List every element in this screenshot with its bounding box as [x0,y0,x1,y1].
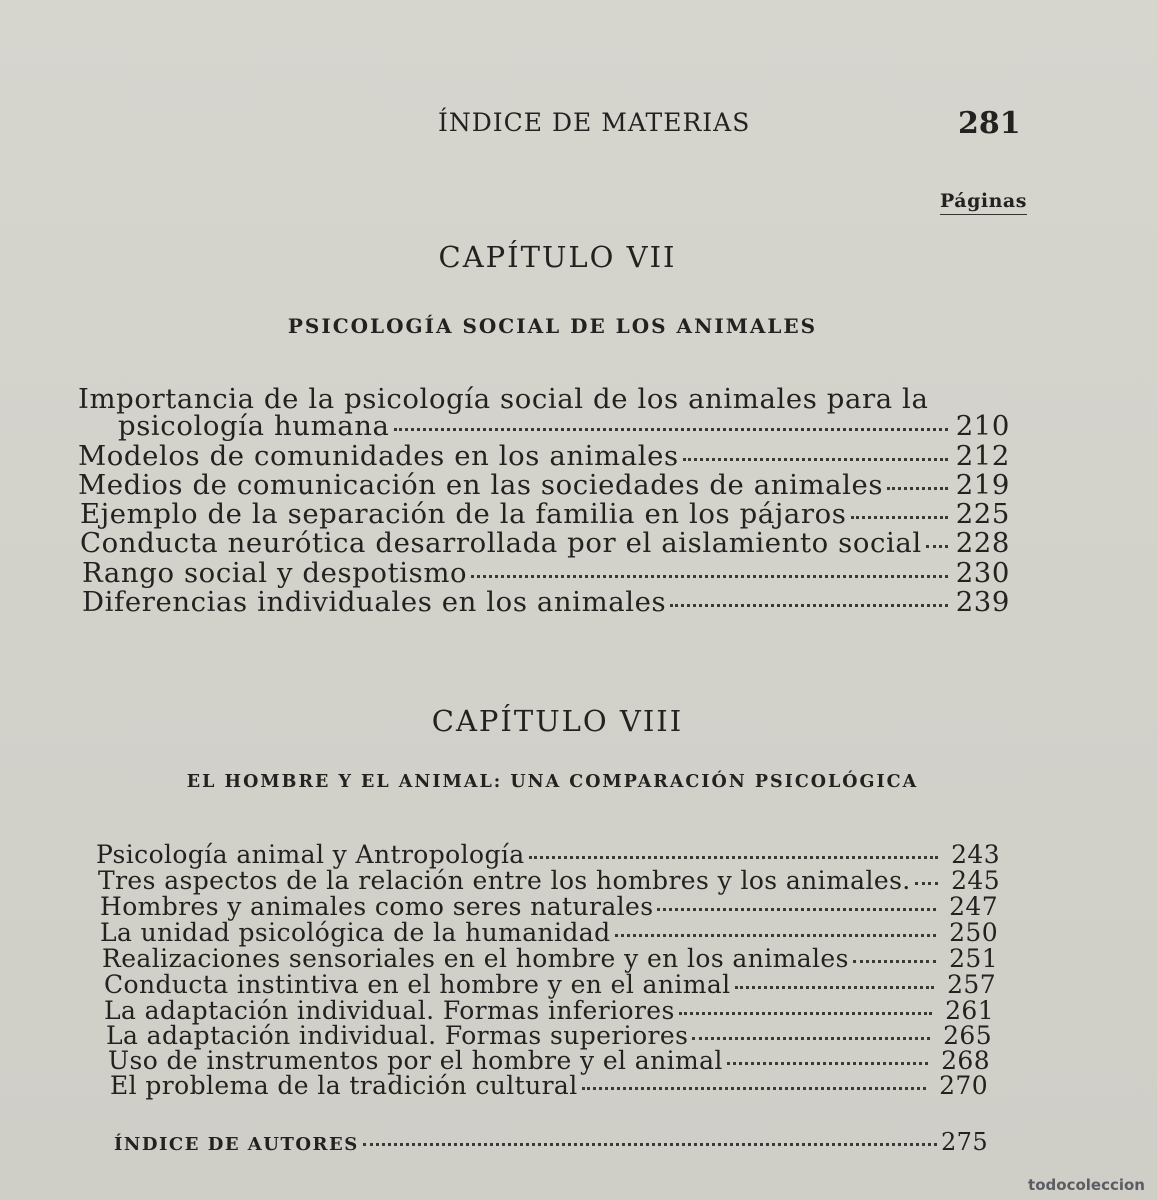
leader-dots [727,1062,928,1065]
toc-entry-page: 261 [945,996,994,1025]
leader-dots [926,545,948,548]
toc-entry-label: Psicología animal y Antropología [96,840,525,869]
leader-dots [887,487,948,490]
leader-dots [363,1143,937,1146]
toc-entry-page: 225 [955,498,1010,530]
toc-entry-label: La adaptación individual. Formas superiores [106,1021,689,1050]
page-number: 281 [958,106,1021,141]
toc-entry [96,840,1000,869]
toc-entry-label: Hombres y animales como seres naturales [100,892,654,921]
toc-entry-label: Rango social y despotismo [82,557,468,589]
chapter-subtitle-viii: EL HOMBRE Y EL ANIMAL: UNA COMPARACIÓN PSICOLÓGICA [186,772,919,792]
leader-dots [679,1012,932,1015]
toc-entry-page: 243 [951,840,1000,869]
toc-entry-page: 251 [949,944,998,973]
watermark-logo: todocoleccion [1028,1176,1145,1194]
toc-entry-page: 219 [955,469,1010,501]
toc-entry-label: Realizaciones sensoriales en el hombre y en los animales [102,944,849,973]
toc-entry-page: 230 [955,557,1010,589]
leader-dots [615,934,936,937]
index-of-authors-label: ÍNDICE DE AUTORES [114,1134,359,1155]
leader-dots [853,960,936,963]
paginas-label: Páginas [940,190,1027,215]
running-head-title: ÍNDICE DE MATERIAS [438,108,751,137]
toc-entry [100,918,998,947]
toc-entry-page: 239 [955,586,1010,618]
leader-dots [851,516,948,519]
toc-entry [104,970,996,999]
chapter-subtitle-vii: PSICOLOGÍA SOCIAL DE LOS ANIMALES [287,314,818,338]
toc-entry [80,498,1010,530]
toc-entry-label: Ejemplo de la separación de la familia en los pájaros [80,498,847,530]
leader-dots [735,986,934,989]
toc-entry-page: 250 [949,918,998,947]
toc-entry [82,557,1010,589]
toc-entry-page: 257 [947,970,996,999]
toc-entry-label: La adaptación individual. Formas inferiores [104,996,675,1025]
toc-entry [80,527,1010,559]
leader-dots [915,882,938,885]
index-of-authors-page: 275 [940,1128,988,1156]
toc-entry [78,440,1010,472]
toc-entry-page: 245 [951,866,1000,895]
leader-dots [670,604,948,607]
toc-entry-page: 212 [955,440,1010,472]
toc-entry-label: psicología humana [118,410,390,442]
toc-entry-label: Uso de instrumentos por el hombre y el animal [108,1046,723,1075]
index-of-authors-entry [114,1128,988,1156]
toc-entry-label: Conducta neurótica desarrollada por el aislamiento social [80,527,922,559]
leader-dots [582,1087,926,1090]
chapter-heading-viii: CAPÍTULO VIII [431,704,684,738]
toc-entry [98,866,1000,895]
toc-entry [118,410,1010,442]
leader-dots [683,458,948,461]
toc-entry [82,586,1010,618]
toc-entry [110,1071,988,1100]
toc-entry-first-line: Importancia de la psicología social de los animales para la [78,383,929,415]
toc-entry-page: 270 [939,1071,988,1100]
toc-entry [78,469,1010,501]
toc-entry-page: 265 [943,1021,992,1050]
chapter-heading-vii: CAPÍTULO VII [438,240,677,274]
toc-entry-page: 268 [941,1046,990,1075]
leader-dots [657,908,936,911]
leader-dots [394,428,948,431]
toc-entry-page: 228 [955,527,1010,559]
toc-entry-page: 247 [949,892,998,921]
leader-dots [692,1037,930,1040]
toc-entry [102,944,998,973]
toc-entry-label: El problema de la tradición cultural [110,1071,578,1100]
toc-entry-label: Medios de comunicación en las sociedades de animales [78,469,884,501]
toc-entry-label: Diferencias individuales en los animales [82,586,667,618]
toc-entry-page: 210 [955,410,1010,442]
toc-entry-label: Conducta instintiva en el hombre y en el animal [104,970,731,999]
toc-entry-label: Modelos de comunidades en los animales [78,440,679,472]
toc-entry-label: La unidad psicológica de la humanidad [100,918,611,947]
toc-entry [100,892,998,921]
leader-dots [471,575,948,578]
toc-entry-label: Tres aspectos de la relación entre los hombres y los animales. [98,866,911,895]
leader-dots [529,856,938,859]
